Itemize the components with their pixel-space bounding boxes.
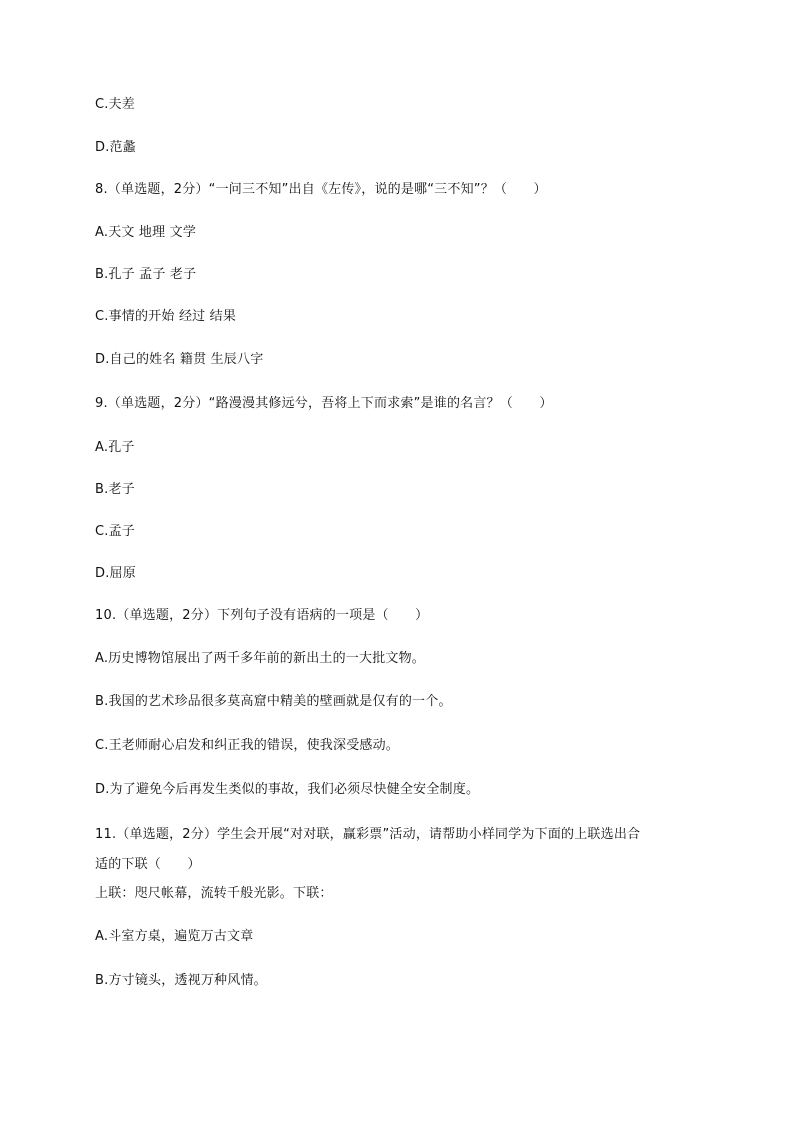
- q7-option-c: C.夫差: [95, 97, 136, 112]
- q9-option-b: B.老子: [95, 482, 135, 497]
- q8-option-d: D.自己的姓名 籍贯 生辰八字: [95, 352, 264, 367]
- q10-option-d: D.为了避免今后再发生类似的事故，我们必须尽快健全安全制度。: [95, 782, 480, 797]
- question-11-stem: 11.（单选题，2分）学生会开展“对对联，赢彩票”活动，请帮助小样同学为下面的上联选出合: [95, 827, 641, 842]
- q7-option-d: D.范蠡: [95, 140, 136, 155]
- q10-option-b: B.我国的艺术珍品很多莫高窟中精美的壁画就是仅有的一个。: [95, 694, 452, 709]
- question-8-stem: 8.（单选题，2分）“一问三不知”出自《左传》，说的是哪“三不知”？（ ）: [95, 182, 547, 197]
- q11-option-a: A.斗室方桌，遍览万古文章: [95, 929, 254, 944]
- q8-option-b: B.孔子 孟子 老子: [95, 267, 197, 282]
- question-11-stem-continued: 适的下联（ ）: [95, 857, 201, 872]
- q11-option-b: B.方寸镜头，透视万种风情。: [95, 973, 267, 988]
- question-9-stem: 9.（单选题，2分）“路漫漫其修远兮，吾将上下而求索”是谁的名言？（ ）: [95, 396, 553, 411]
- q11-upper-couplet: 上联：咫尺帐幕，流转千般光影。下联：: [95, 886, 333, 901]
- question-10-stem: 10.（单选题，2分）下列句子没有语病的一项是（ ）: [95, 608, 429, 623]
- q9-option-d: D.屈原: [95, 566, 136, 581]
- q10-option-c: C.王老师耐心启发和纠正我的错误，使我深受感动。: [95, 738, 400, 753]
- q9-option-a: A.孔子: [95, 440, 135, 455]
- q8-option-a: A.天文 地理 文学: [95, 225, 197, 240]
- q10-option-a: A.历史博物馆展出了两千多年前的新出土的一大批文物。: [95, 651, 425, 666]
- q8-option-c: C.事情的开始 经过 结果: [95, 309, 237, 324]
- q9-option-c: C.孟子: [95, 524, 136, 539]
